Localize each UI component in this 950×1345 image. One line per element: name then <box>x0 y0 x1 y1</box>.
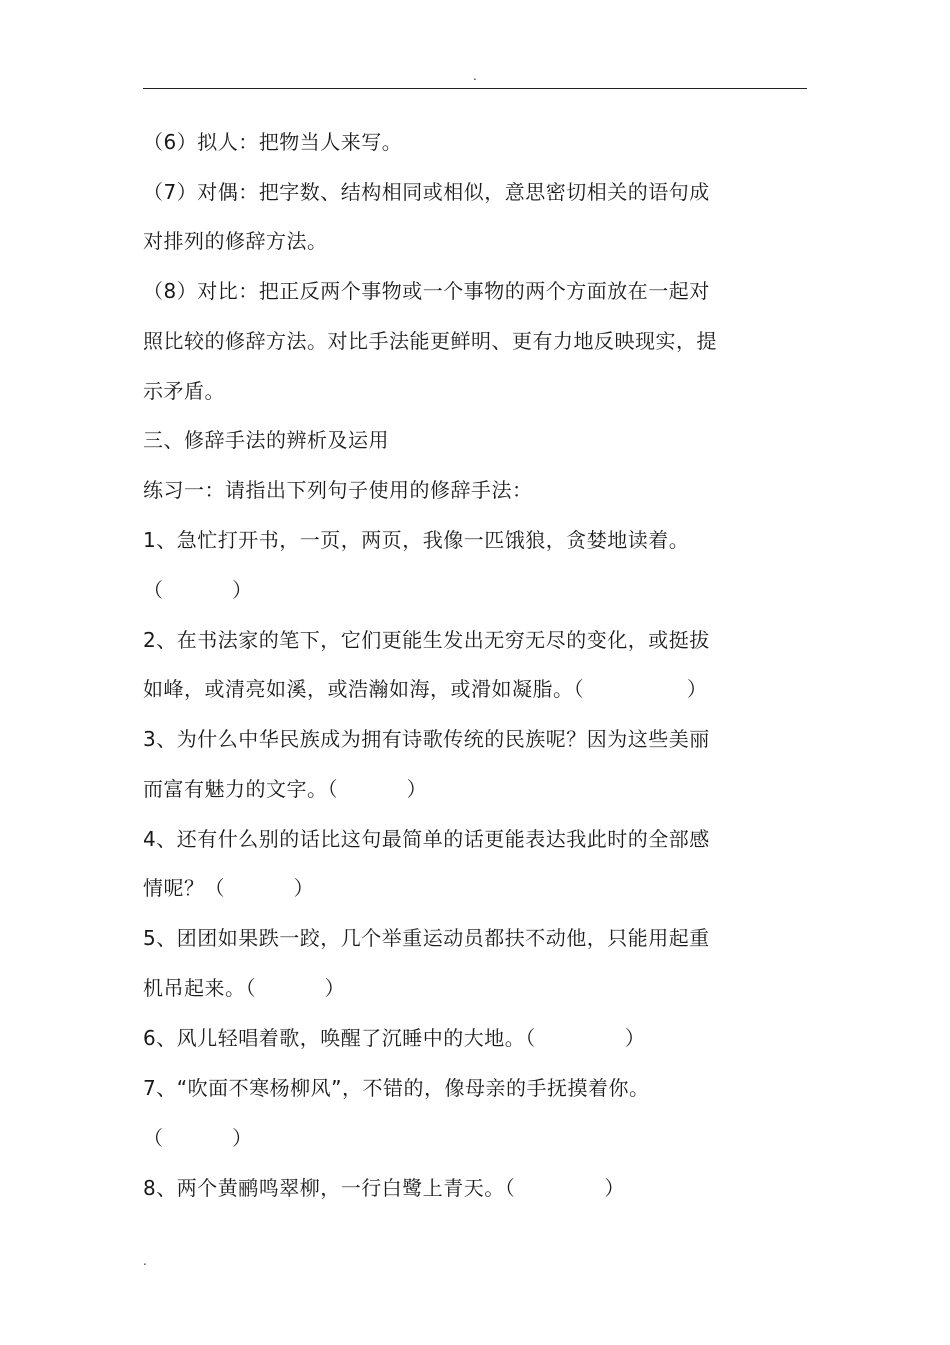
question-3-cont: 而富有魅力的文字。（ ） <box>143 777 428 801</box>
answer-blank-1: （ ） <box>143 578 253 602</box>
question-1: 1、急忙打开书，一页，两页，我像一匹饿狼，贪婪地读着。 <box>143 528 690 552</box>
answer-blank-7: （ ） <box>143 1126 253 1150</box>
text-line-rhetoric-8-cont: 照比较的修辞方法。对比手法能更鲜明、更有力地反映现实，提 <box>143 329 717 353</box>
question-4: 4、还有什么别的话比这句最简单的话更能表达我此时的全部感 <box>143 827 710 851</box>
question-7: 7、“吹面不寒杨柳风”，不错的，像母亲的手抚摸着你。 <box>143 1076 650 1100</box>
question-5-cont: 机吊起来。（ ） <box>143 976 346 1000</box>
header-mark: . <box>473 69 477 83</box>
text-line-rhetoric-7-cont: 对排列的修辞方法。 <box>143 229 328 253</box>
question-3: 3、为什么中华民族成为拥有诗歌传统的民族呢？因为这些美丽 <box>143 727 710 751</box>
text-line-rhetoric-8-cont2: 示矛盾。 <box>143 379 225 403</box>
section-heading: 三、修辞手法的辨析及运用 <box>143 428 389 452</box>
footer-mark: . <box>143 1254 147 1268</box>
text-line-rhetoric-8: （8）对比：把正反两个事物或一个事物的两个方面放在一起对 <box>143 279 710 303</box>
question-5: 5、团团如果跌一跤，几个举重运动员都扶不动他，只能用起重 <box>143 926 710 950</box>
text-line-rhetoric-6: （6）拟人：把物当人来写。 <box>143 130 403 154</box>
header-rule <box>143 88 807 89</box>
question-2-cont: 如峰，或清亮如溪，或浩瀚如海，或滑如凝脂。（ ） <box>143 677 708 701</box>
question-2: 2、在书法家的笔下，它们更能生发出无穷无尽的变化，或挺拔 <box>143 628 710 652</box>
text-line-rhetoric-7: （7）对偶：把字数、结构相同或相似，意思密切相关的语句成 <box>143 180 710 204</box>
question-4-cont: 情呢？（ ） <box>143 876 315 900</box>
question-6: 6、风儿轻唱着歌，唤醒了沉睡中的大地。（ ） <box>143 1026 646 1050</box>
exercise-heading: 练习一：请指出下列句子使用的修辞手法： <box>143 478 533 502</box>
question-8: 8、两个黄鹂鸣翠柳，一行白鹭上青天。（ ） <box>143 1176 625 1200</box>
